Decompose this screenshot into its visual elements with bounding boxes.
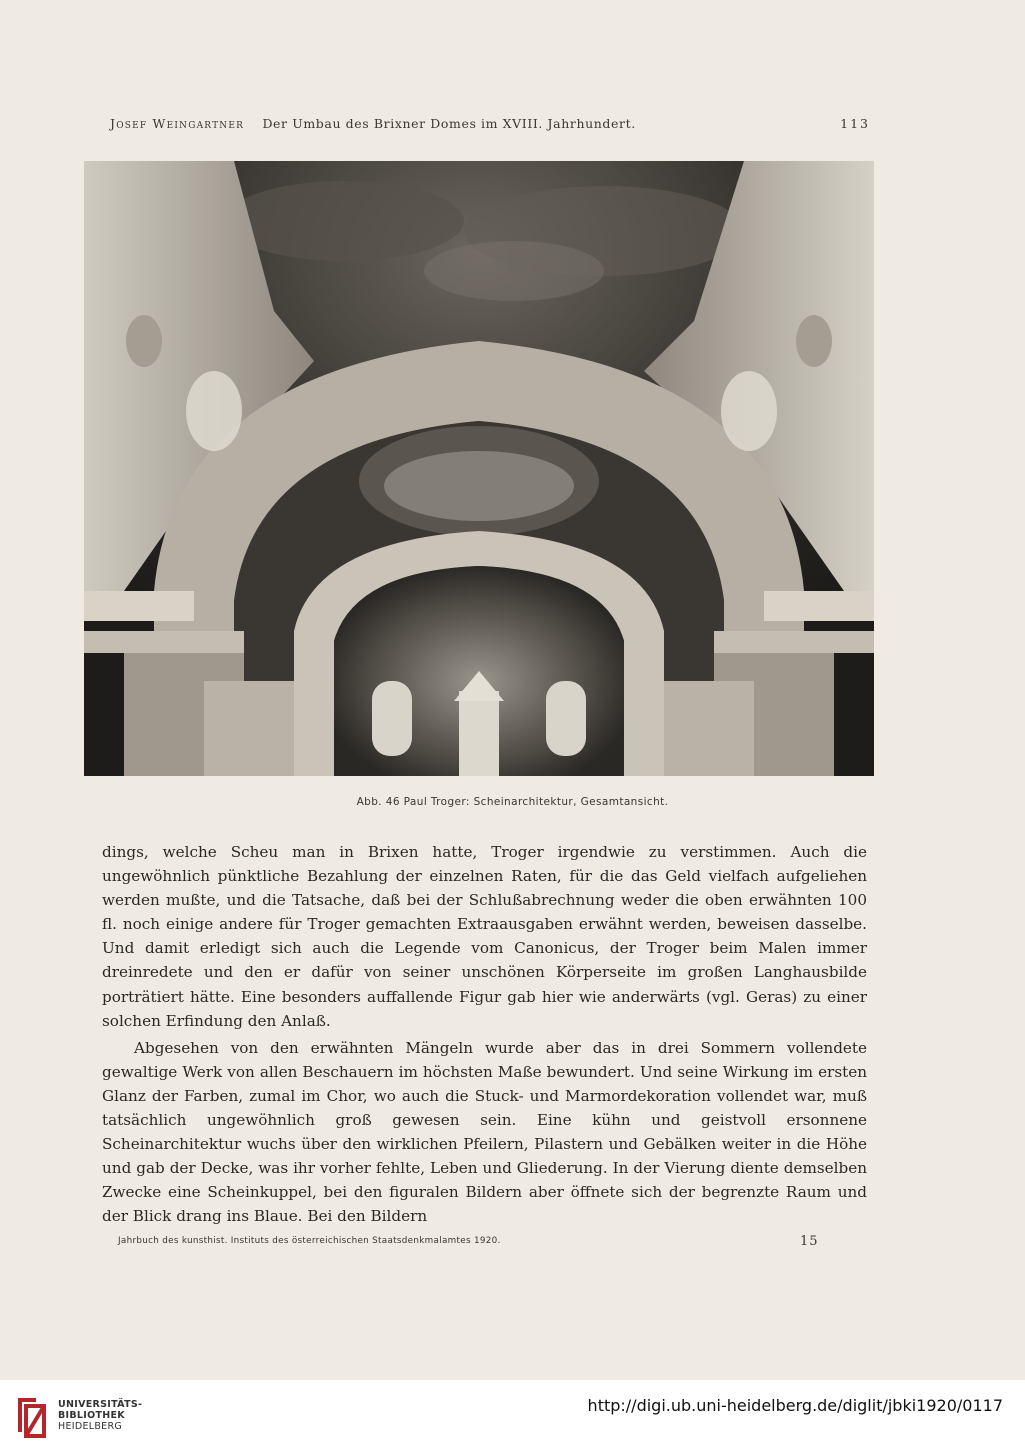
library-logo-icon: [14, 1392, 50, 1442]
page-number: 113: [840, 116, 870, 131]
paragraph-1: dings, welche Scheu man in Brixen hatte, Troger irgendwie zu verstimmen. Auch die ungewöhnlich pünktliche Bezahlung der einzelnen Raten, für die das Geld vielfach aufgeliehen werden mußte, und die Tatsache, daß bei der Schlußabrechnung weder die oben erwähnten 100 fl. noch einige andere für Troger gemachten Extraausgaben erwähnt werden, beweisen dasselbe. Und damit erledigt sich auch die Legende vom Canonicus, der Troger beim Malen immer dreinredete und den er dafür von seiner unschönen Körperseite im großen Langhausbilde porträtiert hätte. Eine besonders auffallende Figur gab hier wie anderwärts (vgl. Geras) zu einer solchen Erfindung den Anlaß.: [102, 843, 867, 1030]
body-text: [102, 840, 867, 1229]
running-head: [110, 116, 870, 131]
permalink-url[interactable]: http://digi.ub.uni-heidelberg.de/diglit/jbki1920/0117: [587, 1396, 1003, 1415]
header-title: Der Umbau des Brixner Domes im XVIII. Jahrhundert.: [262, 116, 636, 131]
logo-line-2: BIBLIOTHEK: [58, 1410, 125, 1421]
journal-footer: Jahrbuch des kunsthist. Instituts des österreichischen Staatsdenkmalamtes 1920.: [118, 1236, 501, 1246]
library-logo-text: [58, 1399, 142, 1432]
logo-line-3: HEIDELBERG: [58, 1421, 123, 1432]
logo-line-1: UNIVERSITÄTS-: [58, 1399, 143, 1410]
figure-photograph: [84, 161, 874, 776]
paragraph-2: Abgesehen von den erwähnten Mängeln wurde aber das in drei Sommern vollendete gewaltige Werk von allen Beschauern im höchsten Maße bewundert. Und seine Wirkung im ersten Glanz der Farben, zumal im Chor, wo auch die Stuck- und Marmordekoration vollendet war, muß tatsächlich ungewöhnlich groß gewesen sein. Eine kühn und geistvoll ersonnene Scheinarchitektur wuchs über den wirklichen Pfeilern, Pilastern und Gebälken weiter in die Höhe und gab der Decke, was ihr vorher fehlte, Leben und Gliederung. In der Vierung diente demselben Zwecke eine Scheinkuppel, bei den figuralen Bildern aber öffnete sich der begrenzte Raum und der Blick drang ins Blaue. Bei den Bildern: [102, 1038, 867, 1226]
baroque-ceiling-photo: [84, 161, 874, 776]
library-bar: [0, 1380, 1025, 1454]
header-author: Josef Weingartner: [110, 116, 245, 131]
signature-mark: 15: [800, 1234, 819, 1249]
figure-caption: Abb. 46 Paul Troger: Scheinarchitektur, Gesamtansicht.: [356, 796, 669, 808]
